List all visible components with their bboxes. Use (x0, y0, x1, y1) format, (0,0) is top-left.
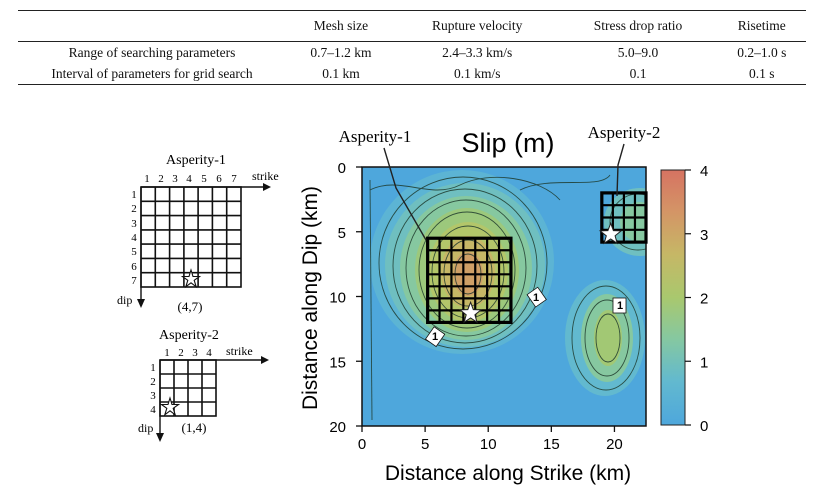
table-row-label: Range of searching parameters (68, 44, 236, 60)
column-label: 5 (201, 173, 207, 185)
asperity2-row-labels (150, 362, 156, 416)
asperity1-row-labels (131, 189, 137, 287)
table-cell: 0.1 s (718, 63, 806, 85)
colorbar-tick-label: 3 (700, 226, 709, 244)
table-header-cell: Mesh size (286, 11, 396, 42)
column-label: 1 (144, 173, 150, 185)
y-axis (329, 160, 362, 436)
table-cell: 0.1 km (286, 63, 396, 85)
contour-label: 1 (431, 331, 439, 343)
table-cell: 2.4–3.3 km/s (442, 44, 513, 60)
hypocenter-star-icon (162, 398, 179, 415)
row-label: 2 (150, 376, 156, 388)
x-axis-title: Distance along Strike (km) (384, 462, 632, 485)
asperity2-title: Asperity-2 (159, 328, 219, 343)
column-label: 7 (231, 173, 237, 185)
x-tick-label: 0 (357, 436, 367, 453)
asperity2-hypocenter-label: (1,4) (181, 420, 207, 435)
row-label: 2 (131, 203, 137, 215)
row-label: 5 (131, 246, 137, 258)
dip-label: dip (117, 293, 133, 307)
column-label: 1 (164, 347, 170, 359)
row-label: 3 (131, 218, 137, 230)
dip-label: dip (138, 421, 154, 435)
table-cell: 0.2–1.0 s (737, 44, 787, 60)
row-label: 3 (150, 390, 156, 402)
column-label: 3 (172, 173, 178, 185)
row-label: 7 (131, 275, 137, 287)
column-label: 3 (192, 347, 198, 359)
strike-label: strike (252, 169, 279, 183)
colorbar-tick-label: 2 (700, 290, 709, 308)
dip-arrow (156, 360, 164, 442)
column-label: 4 (206, 347, 212, 359)
colorbar-tick-label: 0 (700, 418, 709, 435)
table-header-cell: Rupture velocity (396, 11, 559, 42)
strike-label: strike (226, 344, 253, 358)
row-label: 4 (131, 232, 137, 244)
dip-arrow (137, 187, 145, 308)
row-label: 6 (131, 261, 137, 273)
y-tick-label: 5 (337, 224, 346, 242)
chart-title: Slip (m) (461, 128, 555, 158)
row-label: 4 (150, 404, 156, 416)
row-label: 1 (131, 189, 137, 201)
colorbar-ticks (685, 163, 708, 435)
colorbar-tick-label: 4 (700, 163, 709, 180)
asperity1-callout-label: Asperity-1 (338, 127, 412, 146)
column-label: 6 (216, 173, 222, 185)
column-label: 2 (158, 173, 164, 185)
table-row-label: Interval of parameters for grid search (18, 63, 286, 85)
x-tick-label: 20 (606, 436, 623, 453)
table-cell: 5.0–9.0 (617, 44, 659, 60)
y-tick-label: 10 (329, 289, 346, 307)
asperity2-column-labels (164, 347, 212, 359)
x-tick-label: 10 (479, 436, 497, 453)
y-tick-label: 15 (329, 354, 346, 372)
column-label: 2 (178, 347, 184, 359)
colorbar (661, 170, 685, 425)
asperity1-hypocenter-label: (4,7) (177, 299, 203, 314)
asperity1-title: Asperity-1 (166, 153, 226, 168)
table-header-cell: Risetime (718, 11, 806, 42)
table-header-cell: Stress drop ratio (558, 11, 717, 42)
table-cell: 0.7–1.2 km (310, 44, 372, 60)
x-tick-label: 15 (542, 436, 560, 453)
table-cell: 0.1 (558, 63, 717, 85)
table-cell: 0.1 km/s (396, 63, 559, 85)
asperity2-callout-label: Asperity-2 (587, 123, 661, 142)
y-tick-label: 0 (337, 160, 346, 177)
contour-label: 1 (616, 300, 624, 312)
x-tick-label: 5 (420, 436, 430, 453)
contour-label: 1 (532, 292, 540, 304)
row-label: 1 (150, 362, 156, 374)
asperity1-column-labels (144, 173, 237, 185)
column-label: 4 (186, 173, 192, 185)
y-axis-title: Distance along Dip (km) (299, 185, 322, 411)
colorbar-tick-label: 1 (700, 354, 709, 372)
x-axis (358, 426, 623, 453)
y-tick-label: 20 (329, 419, 346, 436)
